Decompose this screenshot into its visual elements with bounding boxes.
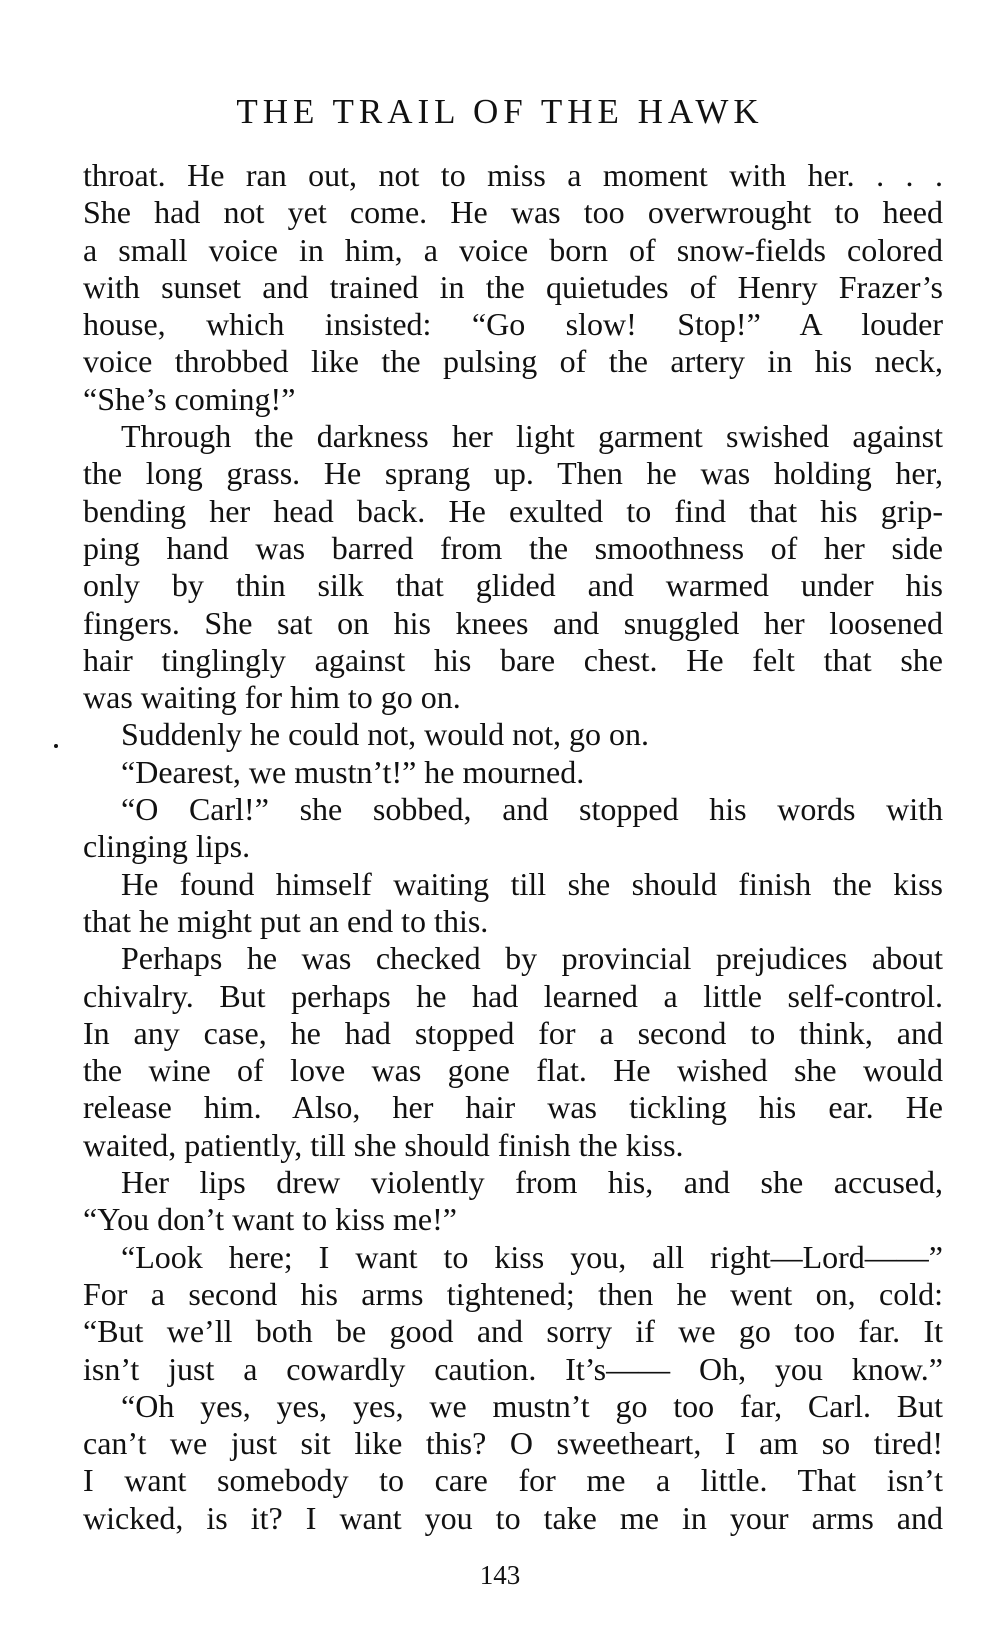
text-line: For a second his arms tightened; then he went on, cold:: [83, 1275, 943, 1312]
text-line: Her lips drew violently from his, and she accused,: [121, 1164, 943, 1201]
text-line: can’t we just sit like this? O sweetheart, I am so tired!: [83, 1425, 943, 1462]
text-line: ping hand was barred from the smoothness of her side: [83, 529, 943, 566]
text-line: fingers. She sat on his knees and snuggled her loosened: [83, 604, 943, 641]
page-number: 143: [479, 1560, 521, 1590]
text-line: I want somebody to care for me a little. That isn’t: [83, 1462, 943, 1499]
text-line: “She’s coming!”: [83, 380, 296, 417]
text-line: only by thin silk that glided and warmed under his: [83, 567, 943, 604]
running-head: THE TRAIL OF THE HAWK: [236, 92, 764, 131]
text-line: a small voice in him, a voice born of snow-fields colored: [83, 231, 943, 268]
text-line: house, which insisted: “Go slow! Stop!” A louder: [83, 306, 943, 343]
text-line: In any case, he had stopped for a second to think, and: [83, 1014, 943, 1051]
text-line: wicked, is it? I want you to take me in your arms and: [83, 1499, 943, 1536]
text-line: “But we’ll both be good and sorry if we go too far. It: [83, 1313, 943, 1350]
text-line: Perhaps he was checked by provincial prejudices about: [121, 940, 943, 977]
text-line: Suddenly he could not, would not, go on.: [121, 716, 649, 753]
text-line: hair tinglingly against his bare chest. He felt that she: [83, 641, 943, 678]
text-line: “O Carl!” she sobbed, and stopped his words with: [121, 791, 943, 828]
text-line: isn’t just a cowardly caution. It’s—— Oh, you know.”: [83, 1350, 943, 1387]
text-line: “You don’t want to kiss me!”: [83, 1201, 457, 1238]
text-line: waited, patiently, till she should finish the kiss.: [83, 1126, 684, 1163]
text-line: “Dearest, we mustn’t!” he mourned.: [121, 753, 585, 790]
text-line: was waiting for him to go on.: [83, 679, 461, 716]
text-line: with sunset and trained in the quietudes of Henry Frazer’s: [83, 268, 943, 305]
text-line: She had not yet come. He was too overwrought to heed: [83, 194, 943, 231]
text-line: “Look here; I want to kiss you, all right—Lord——”: [121, 1238, 943, 1275]
text-line: bending her head back. He exulted to find that his grip-: [83, 492, 943, 529]
body-text: [83, 157, 943, 1537]
text-line: the wine of love was gone flat. He wished she would: [83, 1052, 943, 1089]
text-line: Through the darkness her light garment swished against: [121, 418, 943, 455]
text-line: release him. Also, her hair was tickling his ear. He: [83, 1089, 943, 1126]
text-line: voice throbbed like the pulsing of the artery in his neck,: [83, 343, 943, 380]
stray-ink-mark: [54, 744, 58, 748]
text-line: clinging lips.: [83, 828, 251, 865]
text-line: “Oh yes, yes, yes, we mustn’t go too far, Carl. But: [121, 1387, 943, 1424]
text-line: He found himself waiting till she should finish the kiss: [121, 865, 943, 902]
text-line: the long grass. He sprang up. Then he was holding her,: [83, 455, 943, 492]
text-line: that he might put an end to this.: [83, 902, 489, 939]
text-line: chivalry. But perhaps he had learned a little self-control.: [83, 977, 943, 1014]
text-line: throat. He ran out, not to miss a moment with her. . . .: [83, 157, 943, 193]
